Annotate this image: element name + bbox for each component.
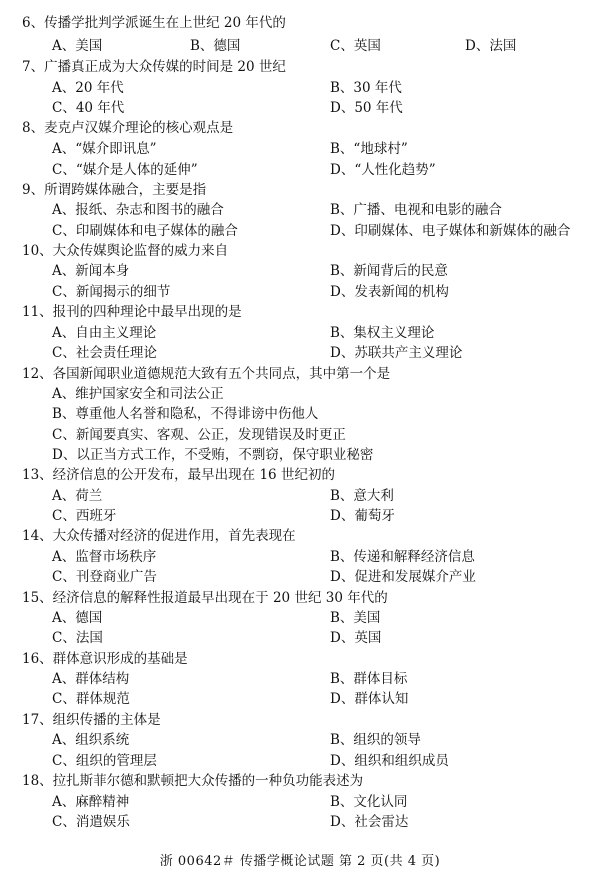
option-8d: D、“人性化趋势” (330, 162, 436, 178)
option-13d: D、葡萄牙 (330, 508, 395, 524)
option-12d: D、以正当方式工作，不受贿，不剽窃，保守职业秘密 (52, 447, 374, 463)
option-7d: D、50 年代 (330, 100, 403, 116)
option-17c: C、组织的管理层 (52, 753, 157, 769)
option-14a: A、监督市场秩序 (52, 549, 157, 565)
option-10b: B、新闻背后的民意 (330, 263, 448, 279)
option-16b: B、群体目标 (330, 671, 408, 687)
option-8c: C、“媒介是人体的延伸” (52, 162, 198, 178)
page-footer: 浙 00642＃ 传播学概论试题 第 2 页(共 4 页) (159, 854, 441, 869)
option-18b: B、文化认同 (330, 794, 408, 810)
option-8b: B、“地球村” (330, 141, 408, 157)
option-10a: A、新闻本身 (52, 263, 130, 279)
question-6: 6、传播学批判学派诞生在上世纪 20 年代的 (22, 15, 286, 31)
question-14: 14、大众传播对经济的促进作用，首先表现在 (22, 528, 296, 544)
option-15d: D、英国 (330, 630, 382, 646)
option-18c: C、消遣娱乐 (52, 814, 130, 830)
option-16a: A、群体结构 (52, 671, 130, 687)
option-6d: D、法国 (465, 38, 517, 54)
question-15: 15、经济信息的解释性报道最早出现在于 20 世纪 30 年代的 (22, 590, 388, 606)
question-9: 9、所谓跨媒体融合，主要是指 (22, 182, 207, 198)
option-6a: A、美国 (52, 38, 103, 54)
option-9d: D、印刷媒体、电子媒体和新媒体的融合 (330, 223, 571, 239)
option-13a: A、荷兰 (52, 488, 103, 504)
option-15c: C、法国 (52, 630, 103, 646)
question-13: 13、经济信息的公开发布，最早出现在 16 世纪初的 (22, 467, 335, 483)
question-18: 18、拉扎斯菲尔德和默顿把大众传播的一种负功能表述为 (22, 773, 364, 789)
option-13b: B、意大利 (330, 488, 394, 504)
option-18d: D、社会雷达 (330, 814, 409, 830)
question-10: 10、大众传媒舆论监督的威力来自 (22, 243, 229, 259)
question-11: 11、报刊的四种理论中最早出现的是 (22, 304, 242, 320)
option-14b: B、传递和解释经济信息 (330, 549, 475, 565)
option-6c: C、英国 (330, 38, 381, 54)
option-10c: C、新闻揭示的细节 (52, 284, 171, 300)
option-7c: C、40 年代 (52, 100, 125, 116)
option-10d: D、发表新闻的机构 (330, 284, 449, 300)
option-17b: B、组织的领导 (330, 732, 421, 748)
question-8: 8、麦克卢汉媒介理论的核心观点是 (22, 120, 234, 136)
option-7a: A、20 年代 (52, 80, 124, 96)
option-14d: D、促进和发展媒介产业 (330, 569, 476, 585)
option-9c: C、印刷媒体和电子媒体的融合 (52, 223, 238, 239)
option-16c: C、群体规范 (52, 691, 130, 707)
option-11d: D、苏联共产主义理论 (330, 345, 463, 361)
option-11c: C、社会责任理论 (52, 345, 157, 361)
option-9a: A、报纸、杂志和图书的融合 (52, 202, 224, 218)
option-17d: D、组织和组织成员 (330, 753, 449, 769)
option-15a: A、德国 (52, 610, 103, 626)
option-11b: B、集权主义理论 (330, 325, 435, 341)
option-17a: A、组织系统 (52, 732, 130, 748)
option-12b: B、尊重他人名誉和隐私，不得诽谤中伤他人 (52, 406, 319, 422)
option-12a: A、维护国家安全和司法公正 (52, 386, 224, 402)
option-13c: C、西班牙 (52, 508, 117, 524)
question-12: 12、各国新闻职业道德规范大致有五个共同点，其中第一个是 (22, 366, 391, 382)
option-8a: A、“媒介即讯息” (52, 141, 157, 157)
option-9b: B、广播、电视和电影的融合 (330, 202, 502, 218)
question-7: 7、广播真正成为大众传媒的时间是 20 世纪 (22, 59, 286, 75)
question-16: 16、群体意识形成的基础是 (22, 651, 188, 667)
option-15b: B、美国 (330, 610, 381, 626)
option-12c: C、新闻要真实、客观、公正，发现错误及时更正 (52, 427, 346, 443)
option-14c: C、刊登商业广告 (52, 569, 157, 585)
question-17: 17、组织传播的主体是 (22, 712, 161, 728)
option-11a: A、自由主义理论 (52, 325, 157, 341)
option-16d: D、群体认知 (330, 691, 409, 707)
option-7b: B、30 年代 (330, 80, 402, 96)
option-6b: B、德国 (190, 38, 241, 54)
option-18a: A、麻醉精神 (52, 794, 130, 810)
